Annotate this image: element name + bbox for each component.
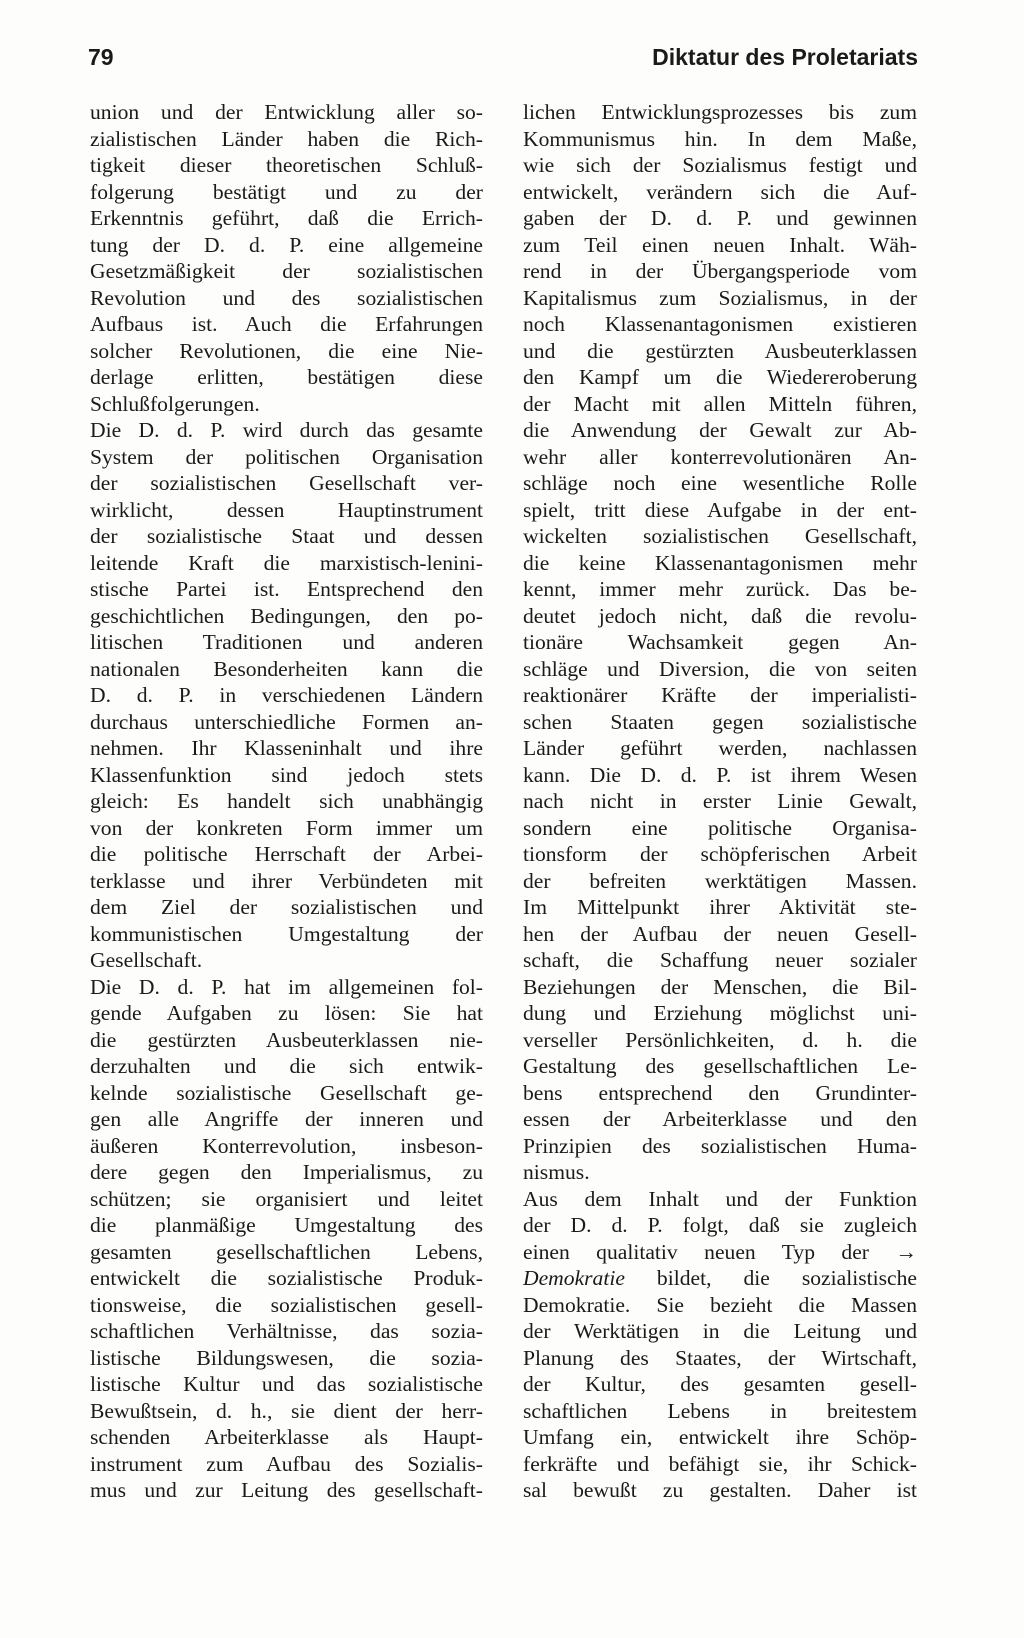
text-line: hen der Aufbau der neuen Gesell- [523, 921, 917, 946]
text-line: bens entsprechend den Grundinter- [523, 1080, 917, 1105]
text-line: dem Ziel der sozialistischen und [90, 895, 483, 919]
text-line: stische Partei ist. Entsprechend den [90, 577, 483, 601]
text-fragment: bildet, die sozialistische [624, 1266, 917, 1290]
text-line: derlage erlitten, bestätigen diese [90, 365, 483, 389]
text-line: der Kultur, des gesamten gesell- [523, 1372, 917, 1396]
text-line: schenden Arbeiterklasse als Haupt- [90, 1425, 483, 1449]
text-line: gesamten gesellschaftlichen Lebens, [90, 1239, 483, 1264]
text-line: einen qualitativ neuen Typ der → [523, 1239, 917, 1264]
text-line: folgerung bestätigt und zu der [90, 179, 483, 204]
text-line: solcher Revolutionen, die eine Nie- [90, 338, 483, 363]
text-line: zialistischen Länder haben die Rich- [90, 126, 483, 151]
text-line: zum Teil einen neuen Inhalt. Wäh- [523, 232, 917, 257]
text-line: leitende Kraft die marxistisch-lenini- [90, 550, 483, 575]
text-line: der Macht mit allen Mitteln führen, [523, 391, 917, 416]
text-line: der sozialistischen Gesellschaft ver- [90, 471, 483, 495]
text-line: Klassenfunktion sind jedoch stets [90, 762, 483, 787]
text-line: gen alle Angriffe der inneren und [90, 1107, 483, 1131]
text-line: die gestürzten Ausbeuterklassen nie- [90, 1027, 483, 1052]
text-line: Gestaltung des gesellschaftlichen Le- [523, 1054, 917, 1078]
text-line: litischen Traditionen und anderen [90, 630, 483, 654]
text-line: äußeren Konterrevolution, insbeson- [90, 1133, 483, 1158]
text-line: Gesetzmäßigkeit der sozialistischen [90, 259, 483, 283]
text-line: schaft, die Schaffung neuer sozialer [523, 948, 917, 972]
text-line: gleich: Es handelt sich unabhängig [90, 789, 483, 813]
text-line: tionäre Wachsamkeit gegen An- [523, 630, 917, 654]
text-line: die Anwendung der Gewalt zur Ab- [523, 418, 917, 442]
text-line: entwickelt die sozialistische Produk- [90, 1266, 483, 1290]
text-line: Bewußtsein, d. h., sie dient der herr- [90, 1398, 483, 1423]
text-line: wickelten sozialistischen Gesellschaft, [523, 524, 917, 548]
text-line: nehmen. Ihr Klasseninhalt und ihre [90, 736, 483, 760]
text-line: Umfang ein, entwickelt ihre Schöp- [523, 1425, 917, 1449]
text-line: Kommunismus hin. In dem Maße, [523, 126, 917, 151]
text-line: derzuhalten und die sich entwik- [90, 1054, 483, 1078]
text-line: mus und zur Leitung des gesellschaft- [90, 1478, 483, 1502]
text-line: tung der D. d. P. eine allgemeine [90, 232, 483, 257]
text-line: Prinzipien des sozialistischen Huma- [523, 1133, 917, 1158]
text-line: System der politischen Organisation [90, 444, 483, 469]
text-line: spielt, tritt diese Aufgabe in der ent- [523, 497, 917, 522]
text-line: durchaus unterschiedliche Formen an- [90, 709, 483, 734]
page-header [88, 44, 918, 78]
text-line: den Kampf um die Wiedereroberung [523, 365, 917, 389]
text-line: Kapitalismus zum Sozialismus, in der [523, 285, 917, 310]
text-line: dung und Erziehung möglichst uni- [523, 1001, 917, 1025]
page-number: 79 [88, 44, 114, 70]
text-line: kann. Die D. d. P. ist ihrem Wesen [523, 762, 917, 787]
text-line: Beziehungen der Menschen, die Bil- [523, 974, 917, 999]
cross-reference-link: Demokratie [523, 1266, 625, 1290]
text-line: instrument zum Aufbau des Sozialis- [90, 1451, 483, 1476]
text-line: Demokratie. Sie bezieht die Massen [523, 1292, 917, 1317]
text-line: kelnde sozialistische Gesellschaft ge- [90, 1080, 483, 1105]
text-line: listische Bildungswesen, die sozia- [90, 1345, 483, 1370]
text-line: schaftlichen Verhältnisse, das sozia- [90, 1319, 483, 1343]
text-line: reaktionärer Kräfte der imperialisti- [523, 683, 917, 707]
text-line: listische Kultur und das sozialistische [90, 1372, 483, 1396]
text-line: terklasse und ihrer Verbündeten mit [90, 868, 483, 893]
text-line: gende Aufgaben zu lösen: Sie hat [90, 1001, 483, 1025]
text-line: Erkenntnis geführt, daß die Errich- [90, 206, 483, 230]
text-line: die keine Klassenantagonismen mehr [523, 550, 917, 575]
text-line: union und der Entwicklung aller so- [90, 100, 483, 124]
text-line: wie sich der Sozialismus festigt und [523, 153, 917, 177]
text-line: nationalen Besonderheiten kann die [90, 656, 483, 681]
text-line: Die D. d. P. wird durch das gesamte [90, 418, 483, 442]
text-line: Planung des Staates, der Wirtschaft, [523, 1345, 917, 1370]
text-line: sondern eine politische Organisa- [523, 815, 917, 840]
text-line: D. d. P. in verschiedenen Ländern [90, 683, 483, 707]
text-line: tionsform der schöpferischen Arbeit [523, 842, 917, 866]
text-line: ferkräfte und befähigt sie, ihr Schick- [523, 1451, 917, 1476]
text-line: der D. d. P. folgt, daß sie zugleich [523, 1213, 917, 1237]
text-line: sal bewußt zu gestalten. Daher ist [523, 1478, 917, 1502]
running-head: Diktatur des Proletariats [652, 44, 918, 70]
text-line: der befreiten werktätigen Massen. [523, 868, 917, 893]
text-line: Im Mittelpunkt ihrer Aktivität ste- [523, 895, 917, 919]
text-line: die planmäßige Umgestaltung des [90, 1213, 483, 1237]
text-line: Schlußfolgerungen. [90, 391, 260, 416]
text-line: entwickelt, verändern sich die Auf- [523, 179, 917, 204]
text-line: Gesellschaft. [90, 948, 203, 972]
text-line: nismus. [523, 1160, 590, 1184]
text-line: Aus dem Inhalt und der Funktion [523, 1186, 917, 1211]
text-line: essen der Arbeiterklasse und den [523, 1107, 917, 1131]
text-line: kommunistischen Umgestaltung der [90, 921, 483, 946]
text-line: schaftlichen Lebens in breitestem [523, 1398, 917, 1423]
text-line: schläge und Diversion, die von seiten [523, 656, 917, 681]
text-line: nach nicht in erster Linie Gewalt, [523, 789, 917, 813]
text-line: deutet jedoch nicht, daß die revolu- [523, 603, 917, 628]
text-line: und die gestürzten Ausbeuterklassen [523, 338, 917, 363]
text-line: schläge noch eine wesentliche Rolle [523, 471, 917, 495]
text-line: von der konkreten Form immer um [90, 815, 483, 840]
right-text-column [523, 99, 917, 1504]
text-line [523, 1265, 917, 1292]
text-line: der Werktätigen in die Leitung und [523, 1319, 917, 1343]
text-line: rend in der Übergangsperiode vom [523, 259, 917, 283]
left-text-column [90, 99, 483, 1504]
text-line: der sozialistische Staat und dessen [90, 524, 483, 548]
text-line: Revolution und des sozialistischen [90, 285, 483, 310]
text-line: tionsweise, die sozialistischen gesell- [90, 1292, 483, 1317]
text-line: Die D. d. P. hat im allgemeinen fol- [90, 974, 483, 999]
text-line: gaben der D. d. P. und gewinnen [523, 206, 917, 230]
text-line: wehr aller konterrevolutionären An- [523, 444, 917, 469]
text-line: Aufbaus ist. Auch die Erfahrungen [90, 312, 483, 336]
text-line: schützen; sie organisiert und leitet [90, 1186, 483, 1211]
text-line: lichen Entwicklungsprozesses bis zum [523, 100, 917, 124]
text-line: wirklicht, dessen Hauptinstrument [90, 497, 483, 522]
text-line: noch Klassenantagonismen existieren [523, 312, 917, 336]
text-line: geschichtlichen Bedingungen, den po- [90, 603, 483, 628]
text-line: Länder geführt werden, nachlassen [523, 736, 917, 760]
text-line: verseller Persönlichkeiten, d. h. die [523, 1027, 917, 1052]
text-line: schen Staaten gegen sozialistische [523, 709, 917, 734]
text-line: die politische Herrschaft der Arbei- [90, 842, 483, 866]
text-line: kennt, immer mehr zurück. Das be- [523, 577, 917, 601]
text-line: dere gegen den Imperialismus, zu [90, 1160, 483, 1184]
text-line: tigkeit dieser theoretischen Schluß- [90, 153, 483, 177]
